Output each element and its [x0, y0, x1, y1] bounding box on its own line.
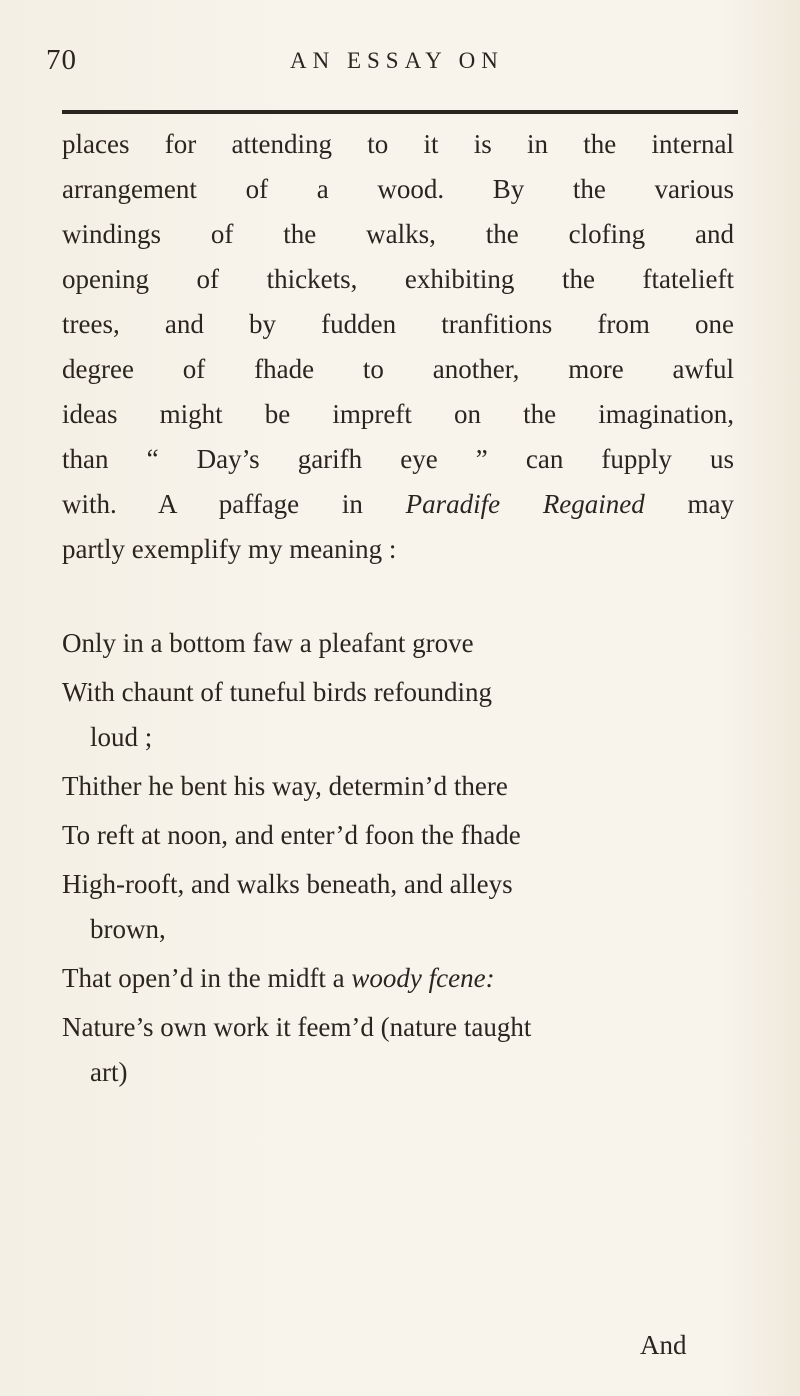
header-rule [62, 110, 738, 114]
prose-line: than “ Day’s garifh eye ” can fupply us [62, 444, 734, 474]
verse-line: With chaunt of tuneful birds refounding [62, 677, 493, 707]
spacer [62, 572, 752, 621]
prose-line [62, 482, 734, 527]
verse-line-continuation: brown, [90, 914, 166, 944]
prose-line: arrangement of a wood. By the various [62, 174, 734, 204]
verse-quotation [62, 621, 752, 1095]
prose-text: may [644, 489, 734, 519]
verse-line: Only in a bottom faw a pleafant grove [62, 628, 474, 658]
book-title: Paradife Regained [405, 489, 645, 519]
prose-line: ideas might be impreft on the imagination, [62, 399, 734, 429]
prose-line: partly exemplify my meaning : [62, 534, 397, 564]
running-head: AN ESSAY ON [290, 48, 504, 73]
verse-line: Nature’s own work it feem’d (nature taught [62, 1012, 532, 1042]
verse-line: To reft at noon, and enter’d foon the fhade [62, 820, 521, 850]
prose-line: places for attending to it is in the internal [62, 129, 734, 159]
prose-paragraph [62, 122, 752, 572]
prose-line: opening of thickets, exhibiting the ftatelieft [62, 264, 734, 294]
verse-line: Thither he bent his way, determin’d there [62, 771, 508, 801]
page-number: 70 [46, 44, 77, 76]
prose-line: degree of fhade to another, more awful [62, 354, 734, 384]
verse-line [62, 956, 752, 1005]
catchword: And [640, 1330, 687, 1360]
prose-text: with. A paffage in [62, 489, 406, 519]
verse-line-continuation: loud ; [90, 722, 153, 752]
verse-text: That open’d in the midft a [62, 963, 352, 993]
body-text [62, 122, 752, 1095]
verse-line: High-rooft, and walks beneath, and alleys [62, 869, 513, 899]
verse-line-continuation: art) [90, 1057, 128, 1087]
page-header [0, 44, 800, 84]
verse-italic: woody fcene: [351, 963, 495, 993]
prose-line: trees, and by fudden tranfitions from one [62, 309, 734, 339]
prose-line: windings of the walks, the clofing and [62, 219, 734, 249]
